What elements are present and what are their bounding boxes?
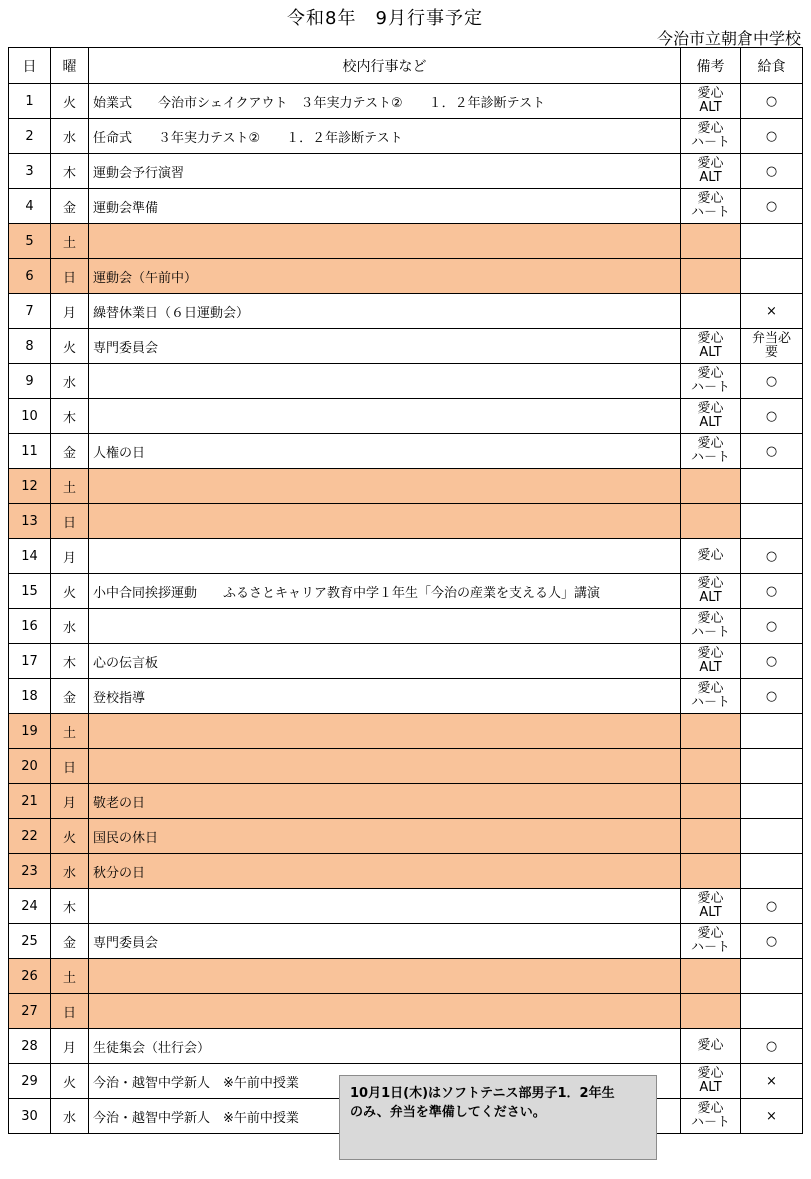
table-row	[9, 434, 803, 469]
lunch-cell: ○	[741, 1029, 803, 1064]
notes-cell	[681, 994, 741, 1029]
table-row	[9, 1029, 803, 1064]
note-line: ALT	[699, 100, 722, 115]
events-cell: 今治・越智中学新人 ※午前中授業	[89, 1099, 681, 1134]
note-line: ハ－ト	[690, 695, 730, 710]
day-cell: 5	[9, 224, 51, 259]
day-cell: 18	[9, 679, 51, 714]
notes-cell	[681, 819, 741, 854]
notes-cell	[681, 784, 741, 819]
note-line: ハ－ト	[690, 380, 730, 395]
weekday-cell: 金	[51, 924, 89, 959]
note-line: 愛心	[697, 401, 724, 416]
events-cell: 運動会準備	[89, 189, 681, 224]
notes-cell	[681, 364, 741, 399]
note-line: 愛心	[697, 191, 724, 206]
day-cell: 4	[9, 189, 51, 224]
table-row	[9, 749, 803, 784]
notes-cell	[681, 504, 741, 539]
weekday-cell: 火	[51, 574, 89, 609]
day-cell: 11	[9, 434, 51, 469]
lunch-cell: ○	[741, 679, 803, 714]
lunch-cell-none	[741, 854, 803, 889]
weekday-cell: 水	[51, 854, 89, 889]
lunch-cell-none	[741, 749, 803, 784]
table-row	[9, 504, 803, 539]
note-line: ハ－ト	[690, 450, 730, 465]
day-cell: 7	[9, 294, 51, 329]
lunch-cell: ×	[741, 1064, 803, 1099]
weekday-cell: 金	[51, 434, 89, 469]
lunch-cell: ○	[741, 574, 803, 609]
weekday-cell: 月	[51, 784, 89, 819]
lunch-cell	[741, 329, 803, 364]
day-cell: 20	[9, 749, 51, 784]
page-title: 令和8年 9月行事予定	[287, 8, 483, 29]
weekday-cell: 月	[51, 294, 89, 329]
table-row	[9, 294, 803, 329]
notes-cell	[681, 539, 741, 574]
events-cell: 生徒集会（壮行会）	[89, 1029, 681, 1064]
lunch-text: 弁当必 要	[751, 331, 791, 360]
day-cell: 19	[9, 714, 51, 749]
note-line: 愛心	[697, 576, 724, 591]
events-cell: 登校指導	[89, 679, 681, 714]
notes-cell	[681, 959, 741, 994]
events-cell: 運動会予行演習	[89, 154, 681, 189]
notes-cell	[681, 679, 741, 714]
header-events: 校内行事など	[89, 48, 681, 84]
table-row	[9, 469, 803, 504]
day-cell: 14	[9, 539, 51, 574]
events-cell: 運動会（午前中）	[89, 259, 681, 294]
note-line: 愛心	[697, 436, 724, 451]
table-row	[9, 609, 803, 644]
table-row	[9, 399, 803, 434]
day-cell: 21	[9, 784, 51, 819]
table-row	[9, 364, 803, 399]
weekday-cell: 火	[51, 1064, 89, 1099]
events-cell	[89, 959, 681, 994]
lunch-cell-none	[741, 784, 803, 819]
notes-cell	[681, 329, 741, 364]
events-cell	[89, 504, 681, 539]
events-cell: 専門委員会	[89, 329, 681, 364]
events-cell	[89, 364, 681, 399]
events-cell	[89, 714, 681, 749]
notes-cell	[681, 84, 741, 119]
table-row	[9, 539, 803, 574]
lunch-cell: ○	[741, 609, 803, 644]
notes-cell	[681, 1029, 741, 1064]
table-row	[9, 189, 803, 224]
weekday-cell: 月	[51, 539, 89, 574]
events-cell	[89, 224, 681, 259]
note-line: 愛心	[697, 1066, 724, 1081]
school-name: 今治市立朝倉中学校	[656, 29, 801, 48]
notes-cell	[681, 434, 741, 469]
day-cell: 15	[9, 574, 51, 609]
events-cell: 国民の休日	[89, 819, 681, 854]
lunch-cell: ○	[741, 644, 803, 679]
table-row	[9, 679, 803, 714]
schedule-body	[9, 84, 803, 1134]
table-row	[9, 84, 803, 119]
notes-cell	[681, 574, 741, 609]
day-cell: 29	[9, 1064, 51, 1099]
weekday-cell: 土	[51, 224, 89, 259]
table-row	[9, 224, 803, 259]
day-cell: 6	[9, 259, 51, 294]
notes-cell	[681, 224, 741, 259]
note-line: 愛心	[697, 681, 724, 696]
table-row	[9, 784, 803, 819]
events-cell: 今治・越智中学新人 ※午前中授業	[89, 1064, 681, 1099]
events-cell	[89, 399, 681, 434]
note-line: 愛心	[697, 366, 724, 381]
notes-cell	[681, 1064, 741, 1099]
lunch-cell: ○	[741, 924, 803, 959]
weekday-cell: 水	[51, 609, 89, 644]
notes-cell	[681, 714, 741, 749]
day-cell: 1	[9, 84, 51, 119]
events-cell: 繰替休業日（６日運動会）	[89, 294, 681, 329]
table-row	[9, 574, 803, 609]
table-row	[9, 819, 803, 854]
events-cell: 秋分の日	[89, 854, 681, 889]
notes-cell	[681, 1099, 741, 1134]
note-line: 愛心	[697, 891, 724, 906]
table-row	[9, 924, 803, 959]
note-line: 愛心	[697, 646, 724, 661]
notes-cell	[681, 154, 741, 189]
weekday-cell: 日	[51, 504, 89, 539]
notes-cell	[681, 924, 741, 959]
weekday-cell: 日	[51, 259, 89, 294]
weekday-cell: 水	[51, 1099, 89, 1134]
events-cell	[89, 749, 681, 784]
note-line: ハ－ト	[690, 625, 730, 640]
table-row	[9, 959, 803, 994]
table-row	[9, 714, 803, 749]
day-cell: 9	[9, 364, 51, 399]
table-row	[9, 644, 803, 679]
weekday-cell: 木	[51, 154, 89, 189]
weekday-cell: 土	[51, 469, 89, 504]
header-day: 日	[9, 48, 51, 84]
note-line: ALT	[699, 590, 722, 605]
events-cell: 専門委員会	[89, 924, 681, 959]
lunch-cell: ○	[741, 189, 803, 224]
notes-cell	[681, 294, 741, 329]
day-cell: 28	[9, 1029, 51, 1064]
note-line: 愛心	[697, 1038, 724, 1053]
events-cell: 始業式 今治市シェイクアウト ３年実力テスト② １．２年診断テスト	[89, 84, 681, 119]
note-line: 愛心	[697, 548, 724, 563]
day-cell: 27	[9, 994, 51, 1029]
events-cell	[89, 889, 681, 924]
note-line: ALT	[699, 660, 722, 675]
note-line: 愛心	[697, 86, 724, 101]
notes-cell	[681, 889, 741, 924]
note-line: ハ－ト	[690, 205, 730, 220]
lunch-cell: ○	[741, 364, 803, 399]
table-row	[9, 259, 803, 294]
day-cell: 24	[9, 889, 51, 924]
table-row	[9, 329, 803, 364]
lunch-cell: ○	[741, 539, 803, 574]
lunch-cell: ○	[741, 434, 803, 469]
events-cell: 小中合同挨拶運動 ふるさとキャリア教育中学１年生「今治の産業を支える人」講演	[89, 574, 681, 609]
notes-cell	[681, 854, 741, 889]
lunch-cell-none	[741, 959, 803, 994]
day-cell: 16	[9, 609, 51, 644]
day-cell: 30	[9, 1099, 51, 1134]
header-dow: 曜	[51, 48, 89, 84]
note-line: 愛心	[697, 611, 724, 626]
day-cell: 25	[9, 924, 51, 959]
lunch-cell: ×	[741, 1099, 803, 1134]
notes-cell	[681, 609, 741, 644]
weekday-cell: 木	[51, 889, 89, 924]
weekday-cell: 水	[51, 364, 89, 399]
weekday-cell: 金	[51, 679, 89, 714]
events-cell	[89, 609, 681, 644]
day-cell: 10	[9, 399, 51, 434]
day-cell: 3	[9, 154, 51, 189]
lunch-cell-none	[741, 224, 803, 259]
note-line: 愛心	[697, 156, 724, 171]
note-line: 愛心	[697, 1101, 724, 1116]
notes-cell	[681, 189, 741, 224]
events-cell	[89, 539, 681, 574]
table-row	[9, 994, 803, 1029]
day-cell: 8	[9, 329, 51, 364]
day-cell: 22	[9, 819, 51, 854]
lunch-cell-none	[741, 714, 803, 749]
table-row	[9, 119, 803, 154]
weekday-cell: 土	[51, 959, 89, 994]
events-cell: 人権の日	[89, 434, 681, 469]
lunch-cell: ×	[741, 294, 803, 329]
notes-cell	[681, 749, 741, 784]
weekday-cell: 火	[51, 84, 89, 119]
weekday-cell: 日	[51, 749, 89, 784]
table-row	[9, 854, 803, 889]
table-row	[9, 889, 803, 924]
notice-line-1: 10月1日(木)はソフトテニス部男子1．2年生	[350, 1086, 615, 1101]
events-cell: 心の伝言板	[89, 644, 681, 679]
lunch-cell-none	[741, 994, 803, 1029]
weekday-cell: 日	[51, 994, 89, 1029]
note-line: ALT	[699, 415, 722, 430]
lunch-cell: ○	[741, 154, 803, 189]
note-line: ALT	[699, 905, 722, 920]
lunch-cell: ○	[741, 399, 803, 434]
header-notes: 備考	[681, 48, 741, 84]
day-cell: 17	[9, 644, 51, 679]
schedule-table	[8, 47, 803, 1134]
day-cell: 2	[9, 119, 51, 154]
lunch-cell-none	[741, 259, 803, 294]
weekday-cell: 金	[51, 189, 89, 224]
lunch-cell: ○	[741, 889, 803, 924]
day-cell: 12	[9, 469, 51, 504]
weekday-cell: 木	[51, 644, 89, 679]
events-cell: 敬老の日	[89, 784, 681, 819]
events-cell	[89, 469, 681, 504]
note-line: ハ－ト	[690, 1115, 730, 1130]
note-line: ハ－ト	[690, 135, 730, 150]
note-line: 愛心	[697, 331, 724, 346]
notes-cell	[681, 399, 741, 434]
weekday-cell: 火	[51, 819, 89, 854]
weekday-cell: 月	[51, 1029, 89, 1064]
events-cell	[89, 994, 681, 1029]
notes-cell	[681, 119, 741, 154]
notice-box	[339, 1075, 657, 1160]
notes-cell	[681, 644, 741, 679]
table-row	[9, 154, 803, 189]
weekday-cell: 木	[51, 399, 89, 434]
lunch-cell-none	[741, 469, 803, 504]
day-cell: 13	[9, 504, 51, 539]
lunch-cell-none	[741, 819, 803, 854]
notice-line-2: のみ、弁当を準備してください。	[350, 1105, 546, 1120]
note-line: ハ－ト	[690, 940, 730, 955]
note-line: ALT	[699, 1080, 722, 1095]
weekday-cell: 土	[51, 714, 89, 749]
notes-cell	[681, 259, 741, 294]
lunch-cell: ○	[741, 119, 803, 154]
note-line: 愛心	[697, 926, 724, 941]
weekday-cell: 水	[51, 119, 89, 154]
note-line: ALT	[699, 170, 722, 185]
note-line: 愛心	[697, 121, 724, 136]
notes-cell	[681, 469, 741, 504]
note-line: ALT	[699, 345, 722, 360]
header-row	[9, 48, 803, 84]
lunch-cell: ○	[741, 84, 803, 119]
day-cell: 26	[9, 959, 51, 994]
events-cell: 任命式 ３年実力テスト② １．２年診断テスト	[89, 119, 681, 154]
lunch-cell-none	[741, 504, 803, 539]
header-lunch: 給食	[741, 48, 803, 84]
weekday-cell: 火	[51, 329, 89, 364]
day-cell: 23	[9, 854, 51, 889]
